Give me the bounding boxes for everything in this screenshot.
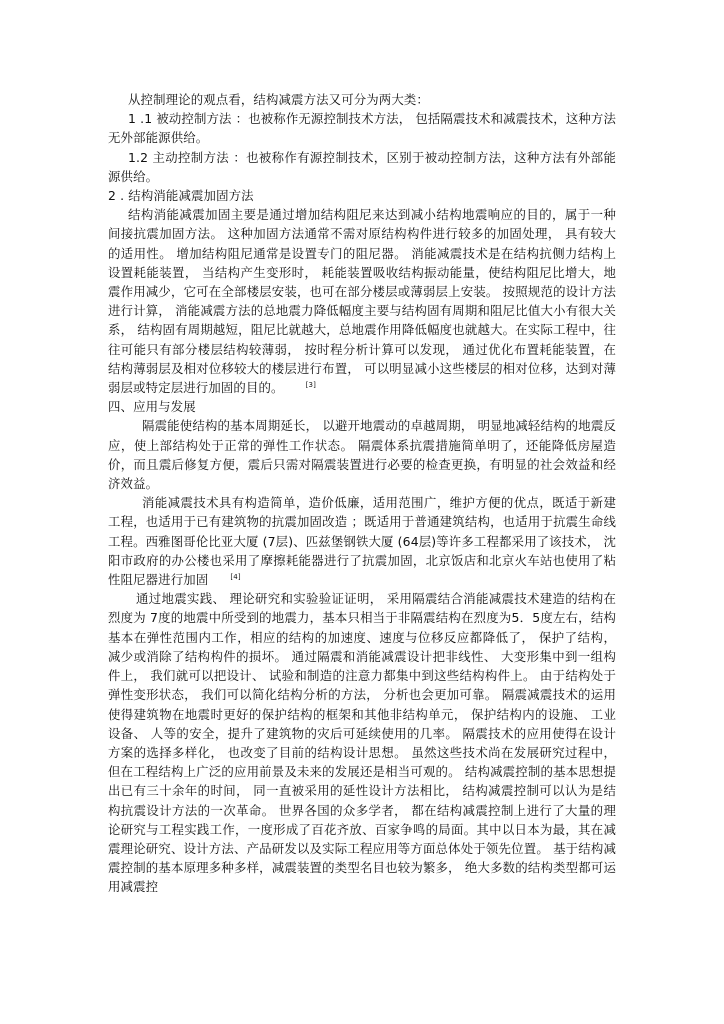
paragraph-energy-dissipation	[108, 205, 616, 397]
citation-ref-3: [3]	[305, 381, 316, 390]
paragraph-isolation: 隔震能使结构的基本周期延长， 以避开地震动的卓越周期， 明显地减轻结构的地震反应，使上部结构处于正常的弹性工作状态。 隔震体系抗震措施简单明了，还能降低房屋造价，而且震后修复方便，震后只需对隔震装置进行必要的检查更换，有明显的社会效益和经济效益。	[108, 418, 616, 492]
paragraph-energy-dissipation-text: 结构消能减震加固主要是通过增加结构阻尼来达到减小结构地震响应的目的，属于一种间接抗震加固方法。 这种加固方法通常不需对原结构构件进行较多的加固处理， 具有较大的适用性。 增加结构阻尼通常是设置专门的阻尼器。 消能减震技术是在结构抗侧力结构上设置耗能装置， 当结构产生变形时， 耗能装置吸收结构振动能量，使结构阻尼比增大，地震作用减少，它可在全部楼层安装，也可在部分楼层或薄弱层上安装。 按照规范的设计方法进行计算， 消能减震方法的总地震力降低幅度主要与结构固有周期和阻尼比值大小有很大关系， 结构固有周期越短，阻尼比就越大，总地震作用降低幅度也就越大。在实际工程中，往往可能只有部分楼层结构较薄弱， 按时程分析计算可以发现， 通过优化布置耗能装置，在结构薄弱层及相对位移较大的楼层进行布置， 可以明显减小这些楼层的相对位移，达到对薄弱层或特定层进行加固的目的。	[108, 207, 616, 396]
citation-ref-4: [4]	[230, 573, 241, 582]
paragraph-passive-control: 1 .1 被动控制方法 ：也被称作无源控制技术方法， 包括隔震技术和减震技术，这种方法无外部能源供给。	[108, 111, 616, 146]
paragraph-damping-tech	[108, 493, 616, 589]
paragraph-practice: 通过地震实践、 理论研究和实验验证证明， 采用隔震结合消能减震技术建造的结构在烈度为 7度的地震中所受到的地震力，基本只相当于非隔震结构在烈度为5．5度左右，结构基本在弹性范围内工作，相应的结构的加速度、速度与位移反应都降低了， 保护了结构， 减少或消除了结构构件的损坏。 通过隔震和消能减震设计把非线性、 大变形集中到一组构件上， 我们就可以把设计、 试验和制造的注意力都集中到这些结构构件上。 由于结构处于弹性变形状态， 我们可以简化结构分析的方法， 分析也会更加可靠。 隔震减震技术的运用使得建筑物在地震时更好的保护结构的框架和其他非结构单元， 保护结构内的设施、 工业设备、 人等的安全，提升了建筑物的灾后可延续使用的几率。 隔震技术的应用使得在设计方案的选择多样化， 也改变了目前的结构设计思想。 虽然这些技术尚在发展研究过程中，但在工程结构上广泛的应用前景及未来的发展还是相当可观的。 结构减震控制的基本思想提出已有三十余年的时间， 同一直被采用的延性设计方法相比， 结构减震控制可以认为是结构抗震设计方法的一次革命。 世界各国的众多学者， 都在结构减震控制上进行了大量的理论研究与工程实践工作，一度形成了百花齐放、百家争鸣的局面。其中以日本为最，其在减震理论研究、设计方法、产品研发以及实际工程应用等方面总体处于领先位置。 基于结构减震控制的基本原理多种多样，减震装置的类型名目也较为繁多， 绝大多数的结构类型都可运用减震控	[108, 591, 616, 895]
section-heading-2: 2 . 结构消能减震加固方法	[108, 188, 254, 204]
paragraph-active-control: 1.2 主动控制方法 ：也被称作有源控制技术，区别于被动控制方法，这种方法有外部能源供给。	[108, 149, 616, 184]
paragraph-damping-tech-text: 消能减震技术具有构造简单，造价低廉，适用范围广，维护方便的优点，既适于新建工程，也适用于已有建筑物的抗震加固改造 ；既适用于普通建筑结构，也适用于抗震生命线工程。西雅图哥伦比亚大厦 (7层)、匹兹堡钢铁大厦 (64层)等许多工程都采用了该技术， 沈阳市政府的办公楼也采用了摩擦耗能器进行了抗震加固，北京饭店和北京火车站也使用了粘性阻尼器进行加固	[108, 495, 616, 588]
document-body	[108, 90, 616, 897]
paragraph-intro: 从控制理论的观点看，结构减震方法又可分为两大类：	[128, 92, 429, 107]
section-heading-4: 四、应用与发展	[108, 399, 196, 415]
